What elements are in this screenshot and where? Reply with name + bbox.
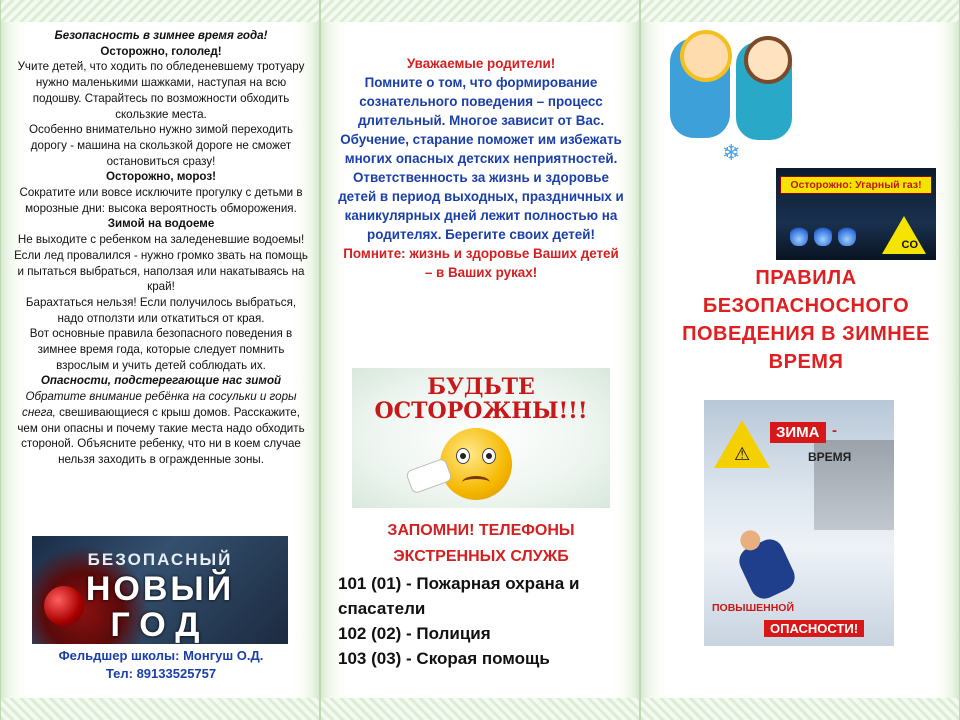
- flame-icon: [790, 224, 808, 246]
- slipping-person-icon: ⚠: [734, 444, 751, 464]
- boy-figure: [670, 38, 730, 138]
- paragraph-frost: Сократите или вовсе исключите прогулку с детьми в морозные дни: высока вероятность обморожения.: [19, 186, 303, 215]
- new-year-banner: [32, 536, 288, 644]
- paragraph-icicles: [12, 389, 310, 468]
- careful-line-1: БУДЬТЕ: [427, 374, 535, 400]
- heading-ice: Осторожно, гололед!: [100, 44, 222, 58]
- phone-fire: 101 (01) - Пожарная охрана и спасатели: [338, 574, 580, 618]
- paragraph-road: Особенно внимательно нужно зимой переходить дорогу - машина на скользкой дороге не сможет остановиться сразу!: [28, 123, 294, 168]
- girl-figure: [736, 42, 792, 140]
- winter-kids-image: [662, 28, 802, 168]
- left-panel-text: [12, 28, 310, 468]
- banner-line-1: БЕЗОПАСНЫЙ: [87, 550, 233, 569]
- snowflake-icon: ❄: [722, 140, 741, 165]
- greeting: Уважаемые родители!: [406, 56, 556, 71]
- nurse-name: Фельдшер школы: Монгуш О.Д.: [58, 648, 264, 663]
- paragraph-water: Не выходите с ребенком на заледеневшие водоемы! Если лед провалился - нужно громко звать на помощь и пытаться выбраться, наползая или накатываясь на край!: [14, 233, 308, 294]
- falling-person-figure: [735, 535, 800, 603]
- heading-frost: Осторожно, мороз!: [106, 170, 216, 184]
- icicles-italic: Обратите внимание ребёнка на сосульки и горы снега,: [22, 390, 297, 419]
- heading-dangers: Опасности, подстерегающие нас зимой: [40, 374, 282, 388]
- injured-smiley-icon: [440, 428, 512, 500]
- carbon-monoxide-image: [776, 168, 936, 260]
- careful-line-2: ОСТОРОЖНЫ!!!: [374, 398, 588, 424]
- nurse-phone: Тел: 89133525757: [105, 666, 217, 681]
- girl-head: [744, 36, 792, 84]
- phone-ambulance: 103 (03) - Скорая помощь: [338, 649, 550, 668]
- smiley-eye-right: [482, 448, 496, 464]
- phone-police: 102 (02) - Полиция: [338, 624, 491, 643]
- co-label: CO: [901, 239, 918, 251]
- be-careful-image: [352, 368, 610, 508]
- danger-label: ОПАСНОСТИ!: [764, 620, 864, 637]
- phones-title: ЗАПОМНИ! ТЕЛЕФОНЫ ЭКСТРЕННЫХ СЛУЖБ: [387, 522, 575, 565]
- paragraph-crawl: Барахтаться нельзя! Если получилось выбраться, надо отползти или откатиться от края.: [25, 295, 297, 325]
- gas-warning-label: Осторожно: Угарный газ!: [780, 176, 932, 194]
- brochure-title: ПРАВИЛА БЕЗОПАСНОСНОГО ПОВЕДЕНИЯ В ЗИМНЕЕ ВРЕМЯ: [682, 267, 930, 373]
- heading-winter-safety: Безопасность в зимнее время года!: [54, 29, 268, 42]
- parents-message: [338, 54, 624, 282]
- smiley-mouth: [462, 476, 490, 489]
- banner-line-3: ГОД: [110, 606, 210, 644]
- zima-label: ЗИМА: [770, 422, 826, 443]
- parents-closing: Помните: жизнь и здоровье Ваших детей – в Ваших руках!: [343, 246, 619, 280]
- bandage-icon: [405, 458, 453, 495]
- flame-icon: [814, 224, 832, 246]
- paragraph-ice: Учите детей, что ходить по обледеневшему тротуару нужно маленькими шажками, наступая на всю подошву. Старайтесь по возможности обходить скользкие места.: [17, 60, 305, 121]
- smiley-eye-left: [456, 448, 470, 464]
- icicles-rest: свешивающиеся с крыш домов. Расскажите, чем они опасны и почему такие места надо обходить стороной. Объясните ребенку, что ни в коем случае нельзя заходить в огражденные зоны.: [17, 405, 305, 466]
- banner-line-2: НОВЫЙ: [85, 570, 235, 608]
- boy-head: [680, 30, 732, 82]
- winter-danger-image: [704, 400, 894, 646]
- increased-label: ПОВЫШЕННОЙ: [712, 602, 795, 614]
- contact-footer: [12, 647, 310, 683]
- heading-water: Зимой на водоеме: [107, 217, 215, 231]
- flame-icon: [838, 224, 856, 246]
- parents-body: Помните о том, что формирование сознательного поведения – процесс длительный. Многое зависит от Вас. Обучение, старание поможет им избежать многих опасных детских неприятностей. Ответственность за жизнь и здоровье детей в период выходных, праздничных и каникулярных дней лежит полностью на родителях. Берегите своих детей!: [338, 75, 624, 242]
- emergency-phones: [338, 571, 638, 671]
- paragraph-rules: Вот основные правила безопасного поведения в зимнее время года, которые следует помнить взрослым и учить детей соблюдать их.: [29, 327, 293, 372]
- vremya-label: ВРЕМЯ: [808, 450, 852, 464]
- zima-dash: -: [832, 422, 837, 439]
